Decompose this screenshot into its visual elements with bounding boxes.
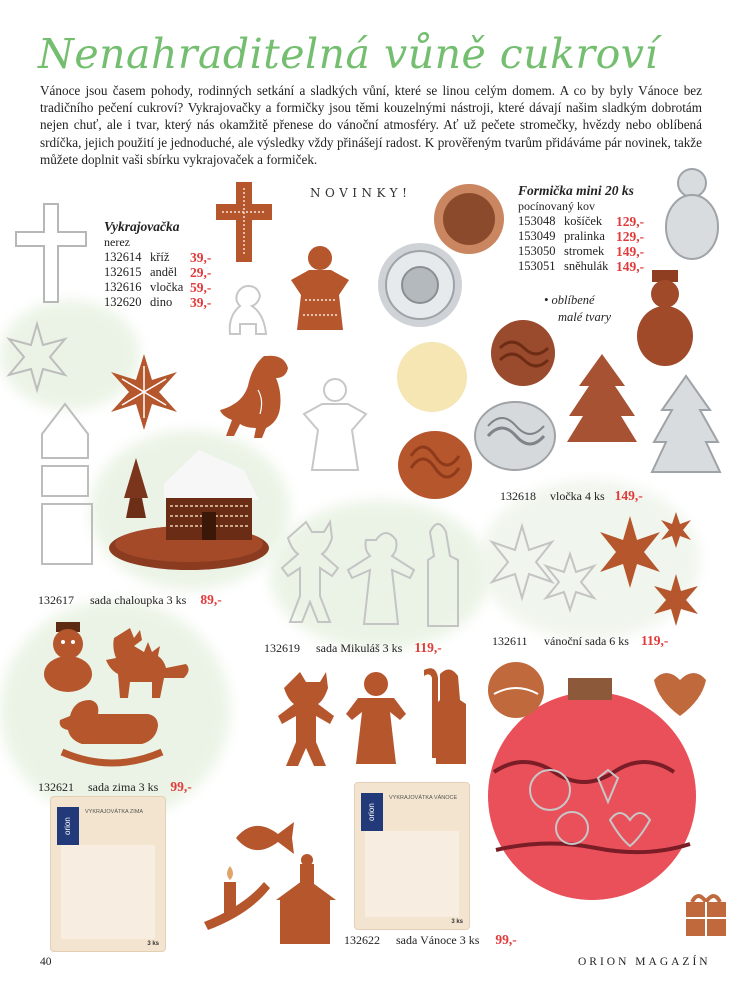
gingerbread-cross-image [214, 180, 274, 265]
mold-row: 153051 sněhulák 149,- [518, 259, 645, 274]
rocking-horse-gingerbread-image [56, 696, 164, 768]
package-text: VYKRAJOVÁTKA VÁNOCE [389, 795, 458, 801]
magazine-name: ORION MAGAZÍN [578, 956, 711, 968]
product-chaloupka: 132617 sada chaloupka 3 ks 89,- [38, 592, 222, 607]
mold-price: 149,- [616, 244, 645, 259]
cutter-row: 132614 kříž 39,- [104, 250, 212, 265]
brand-logo: orion [57, 807, 79, 845]
page-number: 40 [40, 956, 52, 968]
mikulas-gingerbread-set-image [264, 664, 474, 774]
mold-price: 129,- [616, 214, 645, 229]
mold-row: 153048 košíček 129,- [518, 214, 645, 229]
molds-header: Formička mini 20 ks [518, 183, 634, 198]
snowflake-cutter-image [0, 320, 75, 395]
gingerbread-dino-image [218, 350, 303, 440]
product-vanocni: 132611 vánoční sada 6 ks 119,- [492, 633, 669, 648]
mold-price: 129,- [616, 229, 645, 244]
tree-cookie-image [565, 350, 640, 450]
cutters-subheader: nerez [104, 235, 130, 249]
snowman-mold-image [662, 165, 722, 265]
product-vlocka: 132618 vločka 4 ks 149,- [500, 488, 643, 503]
reindeer-gingerbread-image [100, 624, 188, 696]
brand-logo: orion [361, 793, 383, 831]
cutter-price: 59,- [190, 280, 212, 295]
vanoce-package-image [354, 782, 470, 930]
gift-gingerbread-image [684, 888, 728, 938]
zima-package-image [50, 796, 166, 952]
cutters-header: Vykrajovačka [104, 219, 180, 234]
molds-subheader: pocínovaný kov [518, 199, 595, 213]
gingerbread-house-image [104, 438, 274, 578]
molds-note: • oblíbené malé tvary [544, 293, 612, 324]
praline-cookie-image [395, 340, 470, 415]
package-count: 3 ks [147, 941, 159, 947]
cross-cutter-image [10, 200, 90, 305]
snowflake-set-image [480, 512, 700, 632]
praline-brown-image [395, 428, 475, 503]
intro-paragraph: Vánoce jsou časem pohody, rodinných setkání a sladkých vůní, které se linou celým domem. A co by byly Vánoce bez tradičního pečení cukroví? Vykrajovačky a formičky jsou těmi kouzelnými nástroji, které dávají našim sladkým dobrotám nejen chuť, ale i tvar, který nás okamžitě přenese do vánoční atmosféry. Ať už pečete stromečky, hvězdy nebo oblíbená srdíčka, jejich použití je jednoduché, ale výsledky vždy přinášejí radost. K prověřeným tvarům přidáváme pár novinek, takže můžete doplnit vaši sbírku vykrajovaček a formiček. [40, 83, 702, 167]
basket-cookie-image [432, 182, 507, 257]
mikulas-cutter-set-image [266, 512, 466, 632]
package-count: 3 ks [451, 919, 463, 925]
cutters-block [104, 219, 219, 310]
molds-block [518, 183, 658, 274]
cutter-row: 132616 vločka 59,- [104, 280, 212, 295]
product-zima: 132621 sada zima 3 ks 99,- [38, 779, 192, 794]
ornament-cutter-display-image [480, 650, 720, 910]
christmas-gingerbread-set-image [196, 812, 346, 952]
snowman-cookie-image [634, 270, 696, 368]
snowman-gingerbread-image [38, 622, 98, 694]
page-title: Nenahraditelná vůně cukroví [38, 30, 659, 78]
package-text: VYKRAJOVÁTKA ZIMA [85, 809, 144, 815]
cutter-price: 39,- [190, 250, 212, 265]
praline-dark-cookie-image [488, 318, 558, 388]
tree-mold-image [650, 372, 722, 482]
house-cutter-set-image [38, 398, 98, 568]
product-vanoce: 132622 sada Vánoce 3 ks 99,- [344, 932, 517, 947]
praline-mold-image [470, 396, 560, 476]
gingerbread-star-image [104, 352, 184, 432]
cutter-price: 39,- [190, 295, 212, 310]
product-mikulas: 132619 sada Mikuláš 3 ks 119,- [264, 640, 442, 655]
angel-cutter-image [300, 374, 370, 474]
novinky-heading: NOVINKY! [310, 186, 412, 200]
cutter-row: 132620 dino 39,- [104, 295, 212, 310]
dino-cutter-image [218, 282, 278, 342]
cutter-row: 132615 anděl 29,- [104, 265, 212, 280]
mold-price: 149,- [616, 259, 645, 274]
cutter-price: 29,- [190, 265, 212, 280]
mold-row: 153049 pralinka 129,- [518, 229, 645, 244]
mold-row: 153050 stromek 149,- [518, 244, 645, 259]
gingerbread-angel-image [285, 240, 355, 335]
